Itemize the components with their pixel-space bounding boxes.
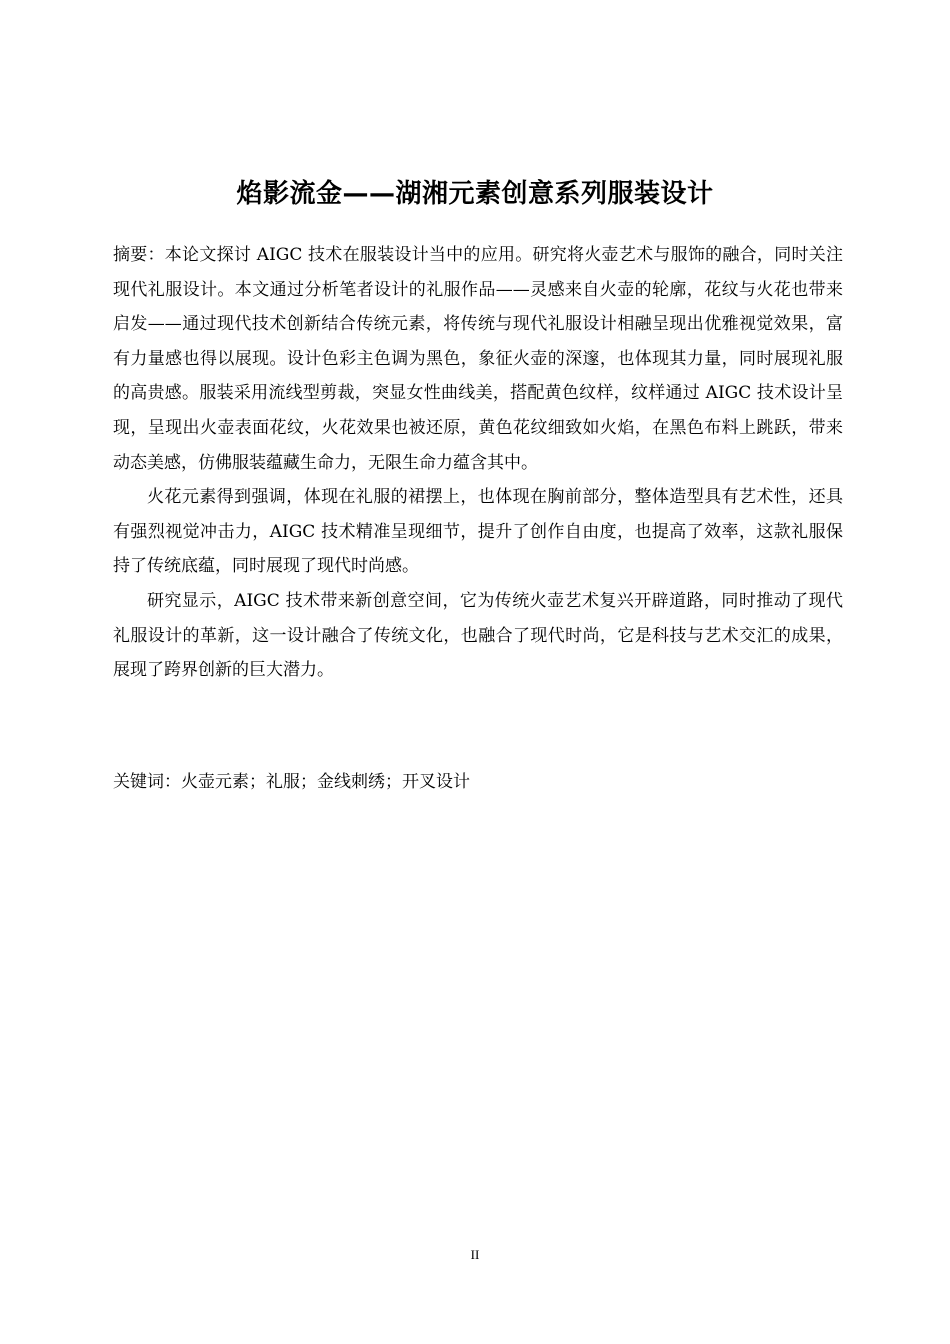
abstract-paragraph-1-text: 本论文探讨 AIGC 技术在服装设计当中的应用。研究将火壶艺术与服饰的融合，同时关注现代礼服设计。本文通过分析笔者设计的礼服作品——灵感来自火壶的轮廓，花纹与火花也带来启发——通过现代技术创新结合传统元素，将传统与现代礼服设计相融呈现出优雅视觉效果，富有力量感也得以展现。设计色彩主色调为黑色，象征火壶的深邃，也体现其力量，同时展现礼服的高贵感。服装采用流线型剪裁，突显女性曲线美，搭配黄色纹样，纹样通过 AIGC 技术设计呈现，呈现出火壶表面花纹，火花效果也被还原，黄色花纹细致如火焰，在黑色布料上跳跃，带来动态美感，仿佛服装蕴藏生命力，无限生命力蕴含其中。 [113,245,843,473]
abstract-paragraph-3: 研究显示，AIGC 技术带来新创意空间，它为传统火壶艺术复兴开辟道路，同时推动了现代礼服设计的革新，这一设计融合了传统文化，也融合了现代时尚，它是科技与艺术交汇的成果，展现了跨界创新的巨大潜力。 [113,590,843,681]
abstract-paragraph-2: 火花元素得到强调，体现在礼服的裙摆上，也体现在胸前部分，整体造型具有艺术性，还具有强烈视觉冲击力，AIGC 技术精准呈现细节，提升了创作自由度，也提高了效率，这款礼服保持了传统底蕴，同时展现了现代时尚感。 [113,487,843,577]
abstract-section [113,238,843,688]
abstract-label: 摘要： [113,245,165,265]
page-number: II [470,1247,480,1262]
keywords-text: 火壶元素；礼服；金线刺绣；开叉设计 [181,772,470,792]
keywords-section [113,765,843,799]
keywords-label: 关键词： [113,772,181,792]
document-title: 焰影流金——湖湘元素创意系列服装设计 [236,179,714,209]
abstract-paragraph-1 [113,238,843,480]
